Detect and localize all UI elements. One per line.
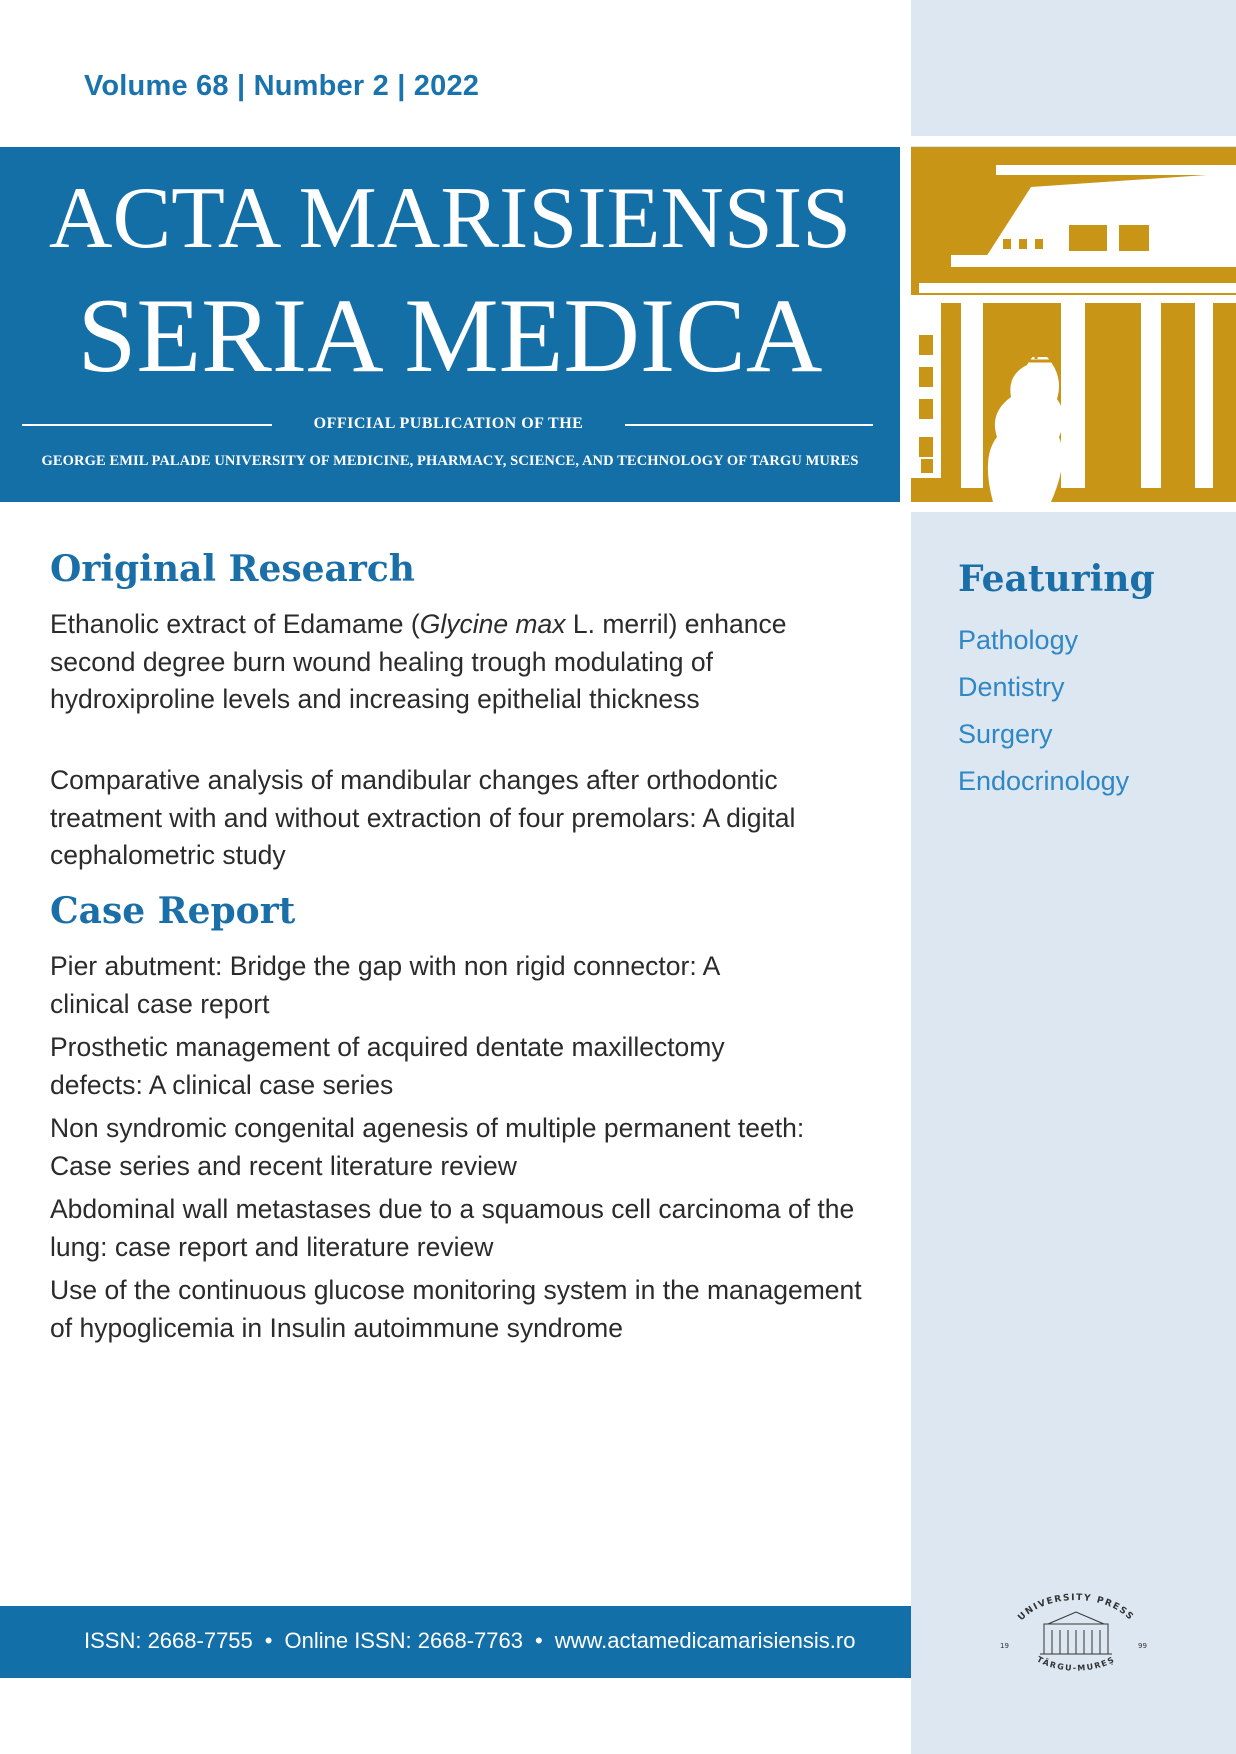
official-publication-label: OFFICIAL PUBLICATION OF THE xyxy=(313,415,584,432)
article-title-part: L. merril) enhance second degree burn wound healing trough modulating of hydroxiproline levels and increasing epithelial thickness xyxy=(50,609,787,714)
side-panel-divider-top xyxy=(911,136,1236,146)
issue-number: Number 2 xyxy=(253,70,389,102)
journal-title-line1: ACTA MARISIENSIS xyxy=(48,170,852,267)
article-agenesis: Non syndromic congenital agenesis of multiple permanent teeth: Case series and recent literature review xyxy=(50,1113,805,1181)
article-edamame xyxy=(50,606,870,719)
press-building-icon xyxy=(1040,1612,1112,1654)
side-panel-divider-middle xyxy=(911,502,1236,512)
university-press-logo xyxy=(996,1590,1156,1695)
featuring-item: Pathology xyxy=(958,625,1079,655)
issue-separator: | xyxy=(397,70,406,102)
building-icon xyxy=(911,147,1236,502)
issue-line xyxy=(84,70,479,103)
press-year-left: 19 xyxy=(1000,1642,1009,1650)
print-issn: ISSN: 2668-7755 xyxy=(84,1628,253,1653)
building-illustration xyxy=(911,147,1236,502)
article-glucose-monitoring: Use of the continuous glucose monitoring system in the management of hypoglicemia in Insulin autoimmune syndrome xyxy=(50,1275,862,1343)
article-metastases: Abdominal wall metastases due to a squamous cell carcinoma of the lung: case report and literature review xyxy=(50,1194,855,1262)
article-title-italic: Glycine max xyxy=(419,609,566,639)
bullet-separator: • xyxy=(264,1628,273,1653)
footer-bar xyxy=(0,1606,911,1678)
footer-info xyxy=(84,1628,855,1654)
featuring-item: Surgery xyxy=(958,719,1053,749)
svg-text:TÂRGU-MUREȘ xyxy=(1035,1655,1117,1673)
press-seal-icon xyxy=(996,1590,1156,1690)
issue-volume: Volume 68 xyxy=(84,70,229,102)
journal-title-line2: SERIA MEDICA xyxy=(77,277,823,394)
article-mandibular: Comparative analysis of mandibular changes after orthodontic treatment with and without extraction of four premolars: A digital cephalometric study xyxy=(50,765,796,870)
featuring-item: Endocrinology xyxy=(958,766,1130,796)
article-pier-abutment: Pier abutment: Bridge the gap with non rigid connector: A clinical case report xyxy=(50,951,719,1019)
masthead-rule-left xyxy=(22,424,272,426)
press-year-right: 99 xyxy=(1138,1642,1147,1650)
svg-text:UNIVERSITY PRESS xyxy=(1016,1593,1135,1623)
press-top-text: UNIVERSITY PRESS xyxy=(1016,1592,1136,1623)
online-issn: Online ISSN: 2668-7763 xyxy=(284,1628,523,1653)
issue-year: 2022 xyxy=(413,70,480,102)
featuring-item: Dentistry xyxy=(958,672,1065,702)
featuring-heading: Featuring xyxy=(958,558,1155,600)
page-gutter xyxy=(900,0,911,1754)
university-name: GEORGE EMIL PALADE UNIVERSITY OF MEDICINE, PHARMACY, SCIENCE, AND TECHNOLOGY OF TARGU MURES xyxy=(41,453,859,469)
issue-separator: | xyxy=(236,70,246,102)
article-maxillectomy: Prosthetic management of acquired dentate maxillectomy defects: A clinical case series xyxy=(50,1032,725,1100)
masthead-banner xyxy=(0,147,900,502)
section-heading-original-research: Original Research xyxy=(50,548,415,590)
featuring-list xyxy=(958,618,1129,806)
article-title-part: Ethanolic extract of Edamame ( xyxy=(50,609,420,639)
masthead-rule-right xyxy=(625,424,873,426)
press-bottom-text: TÂRGU-MUREȘ xyxy=(1035,1654,1117,1673)
website-link[interactable]: www.actamedicamarisiensis.ro xyxy=(554,1628,856,1653)
section-heading-case-report: Case Report xyxy=(50,890,296,932)
bullet-separator: • xyxy=(534,1628,543,1653)
